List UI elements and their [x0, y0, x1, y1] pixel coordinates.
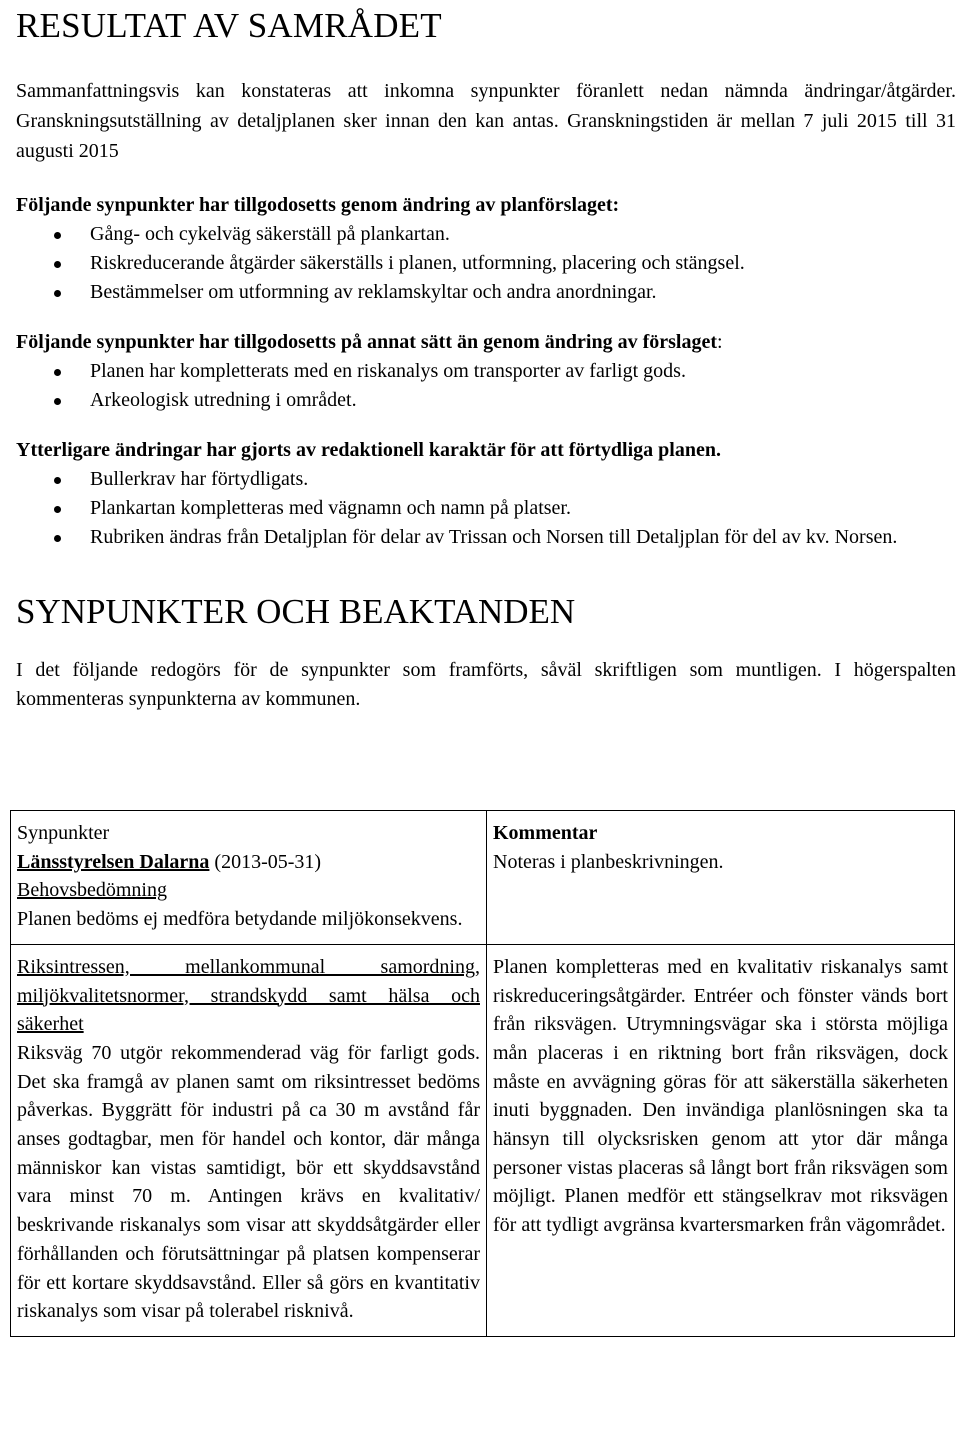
table-row [11, 811, 955, 945]
bullet-icon [54, 398, 61, 405]
section-heading: Följande synpunkter har tillgodosetts på annat sätt än genom ändring av förslaget: [16, 331, 723, 353]
bullet-list [16, 220, 956, 307]
section-1 [16, 190, 956, 307]
list-item: Riskreducerande åtgärder säkerställs i planen, utformning, placering och stängsel. [16, 249, 956, 278]
document-page [16, 0, 956, 714]
bullet-list [16, 465, 956, 552]
list-item: Planen har kompletterats med en riskanalys om transporter av farligt gods. [16, 357, 956, 386]
section-heading: Ytterligare ändringar har gjorts av redaktionell karaktär för att förtydliga planen. [16, 439, 721, 461]
bullet-icon [54, 369, 61, 376]
bullet-icon [54, 232, 61, 239]
table-cell [11, 811, 487, 945]
list-item: Plankartan kompletteras med vägnamn och namn på platser. [16, 494, 956, 523]
table-row [11, 944, 955, 1336]
topic-heading: Behovsbedömning [17, 879, 167, 902]
comments-table [10, 810, 955, 1337]
bullet-icon [54, 535, 61, 542]
comment-text: Noteras i planbeskrivningen. [493, 850, 724, 873]
list-item: Rubriken ändras från Detaljplan för delar av Trissan och Norsen till Detaljplan för del av kv. Norsen. [16, 523, 956, 552]
section-3 [16, 435, 956, 552]
list-item: Gång- och cykelväg säkerställ på plankartan. [16, 220, 956, 249]
list-item: Bullerkrav har förtydligats. [16, 465, 956, 494]
bullet-icon [54, 261, 61, 268]
topic-heading: Riksintressen, mellankommunal samordning, miljökvalitetsnormer, strandskydd samt hälsa och säkerhet [17, 955, 480, 1036]
bullet-icon [54, 477, 61, 484]
column-header-kommentar: Kommentar [493, 822, 598, 844]
table-cell [487, 944, 955, 1336]
list-item: Bestämmelser om utformning av reklamskyltar och andra anordningar. [16, 278, 956, 307]
submitter-name: Länsstyrelsen Dalarna [17, 850, 210, 873]
section-title: SYNPUNKTER OCH BEAKTANDEN [16, 592, 576, 631]
bullet-icon [54, 290, 61, 297]
submission-date: (2013-05-31) [209, 850, 322, 873]
section-2 [16, 327, 956, 415]
table-cell [11, 944, 487, 1336]
list-item: Arkeologisk utredning i området. [16, 386, 956, 415]
bullet-list [16, 357, 956, 415]
submitter-line [17, 848, 480, 877]
page-title: RESULTAT AV SAMRÅDET [16, 6, 442, 45]
opinion-text: Riksväg 70 utgör rekommenderad väg för farligt gods. Det ska framgå av planen samt om riksintresset bedöms påverkas. Byggrätt för industri på ca 30 m avstånd får anses godtagbar, men för handel och kontor, där många människor kan vistas samtidigt, bör ett skyddsavstånd vara minst 70 m. Antingen krävs en kvalitativ/ beskrivande riskanalys som visar att skyddsåtgärder eller förhållanden och förutsättningar på platsen kompenserar för ett kortare skyddsavstånd. Eller så görs en kvantitativ riskanalys som visar på tolerabel risknivå. [17, 1041, 480, 1323]
table-cell [487, 811, 955, 945]
column-header-synpunkter: Synpunkter [17, 822, 110, 844]
intro-paragraph: Sammanfattningsvis kan konstateras att inkomna synpunkter föranlett nedan nämnda ändringar/åtgärder. Granskningsutställning av detaljplanen sker innan den kan antas. Granskningstiden är mellan 7 juli 2015 till 31 augusti 2015 [16, 80, 956, 162]
section-heading: Följande synpunkter har tillgodosetts genom ändring av planförslaget: [16, 194, 620, 216]
opinion-text: Planen bedöms ej medföra betydande miljökonsekvens. [17, 908, 463, 931]
comment-text: Planen kompletteras med en kvalitativ riskanalys samt riskreduceringsåtgärder. Entréer och fönster vänds bort från riksvägen. Utrymningsvägar ska i största möjliga mån placeras i en riktning bort från riksvägen, dock måste en avvägning göras för att säkerställa säkerheten inuti byggnaden. Den invändiga planlösningen ska ta hänsyn till olycksrisken genom att ytor där många personer vistas placeras så långt bort från riksvägen som möjligt. Planen medför ett stängselkrav mot riksvägen för att tydligt avgränsa kvartersmarken från vägområdet. [493, 955, 948, 1237]
intro-paragraph-2: I det följande redogörs för de synpunkter som framförts, såväl skriftligen som muntligen. I högerspalten kommenteras synpunkterna av kommunen. [16, 659, 956, 710]
bullet-icon [54, 506, 61, 513]
